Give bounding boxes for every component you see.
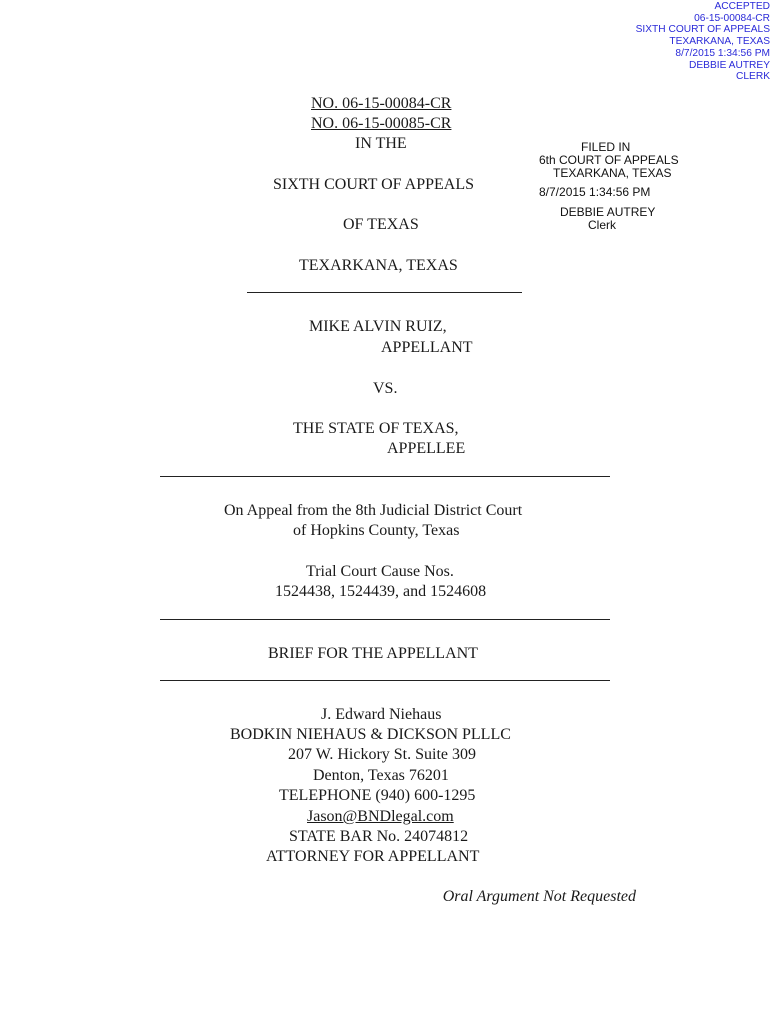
oral-argument-note: Oral Argument Not Requested [442,888,636,905]
filed-court: 6th COURT OF APPEALS [539,153,679,167]
filed-datetime: 8/7/2015 1:34:56 PM [539,185,651,199]
cause-label: Trial Court Cause Nos. [306,563,454,580]
court-name: SIXTH COURT OF APPEALS [273,176,475,193]
accepted-stamp-line: ACCEPTED [714,1,770,12]
versus-label: VS. [373,380,398,397]
court-city: TEXARKANA, TEXAS [299,257,458,274]
attorney-street: 207 W. Hickory St. Suite 309 [288,746,477,763]
title-divider [160,680,610,681]
attorney-city: Denton, Texas 76201 [313,767,449,784]
case-number-2: NO. 06-15-00085-CR [311,115,452,132]
appellant-name: MIKE ALVIN RUIZ, [309,318,447,335]
court-state: OF TEXAS [343,216,419,233]
appellant-role: APPELLANT [381,339,473,356]
case-number-1: NO. 06-15-00084-CR [311,95,452,112]
accepted-stamp-line: CLERK [736,71,770,83]
attorney-email-link[interactable]: Jason@BNDlegal.com [307,808,454,825]
parties-divider [160,476,610,477]
caption-divider [247,292,522,293]
appeal-from-line: On Appeal from the 8th Judicial District Court [224,502,523,519]
filed-clerk-name: DEBBIE AUTREY [560,205,656,219]
appellee-name: THE STATE OF TEXAS, [293,420,459,437]
cause-numbers: 1524438, 1524439, and 1524608 [275,583,487,600]
accepted-stamp [470,1,770,83]
accepted-stamp-line: TEXARKANA, TEXAS [669,36,770,48]
brief-title: BRIEF FOR THE APPELLANT [268,645,478,662]
filed-in-label: FILED IN [581,140,631,154]
accepted-stamp-line: DEBBIE AUTREY [689,59,770,71]
accepted-stamp-line: SIXTH COURT OF APPEALS [635,24,770,36]
appellee-role: APPELLEE [387,440,466,457]
filed-location: TEXARKANA, TEXAS [553,166,672,180]
appeal-county-line: of Hopkins County, Texas [293,522,460,539]
in-the-label: IN THE [355,135,407,152]
attorney-firm: BODKIN NIEHAUS & DICKSON PLLLC [230,726,511,743]
attorney-role: ATTORNEY FOR APPELLANT [266,848,480,865]
accepted-stamp-line: 8/7/2015 1:34:56 PM [675,47,770,59]
filed-clerk-title: Clerk [588,218,617,232]
appeal-divider [160,619,610,620]
attorney-name: J. Edward Niehaus [321,706,442,723]
attorney-bar-number: STATE BAR No. 24074812 [289,828,469,845]
attorney-telephone: TELEPHONE (940) 600-1295 [279,787,476,804]
accepted-stamp-line: 06-15-00084-CR [694,12,770,24]
